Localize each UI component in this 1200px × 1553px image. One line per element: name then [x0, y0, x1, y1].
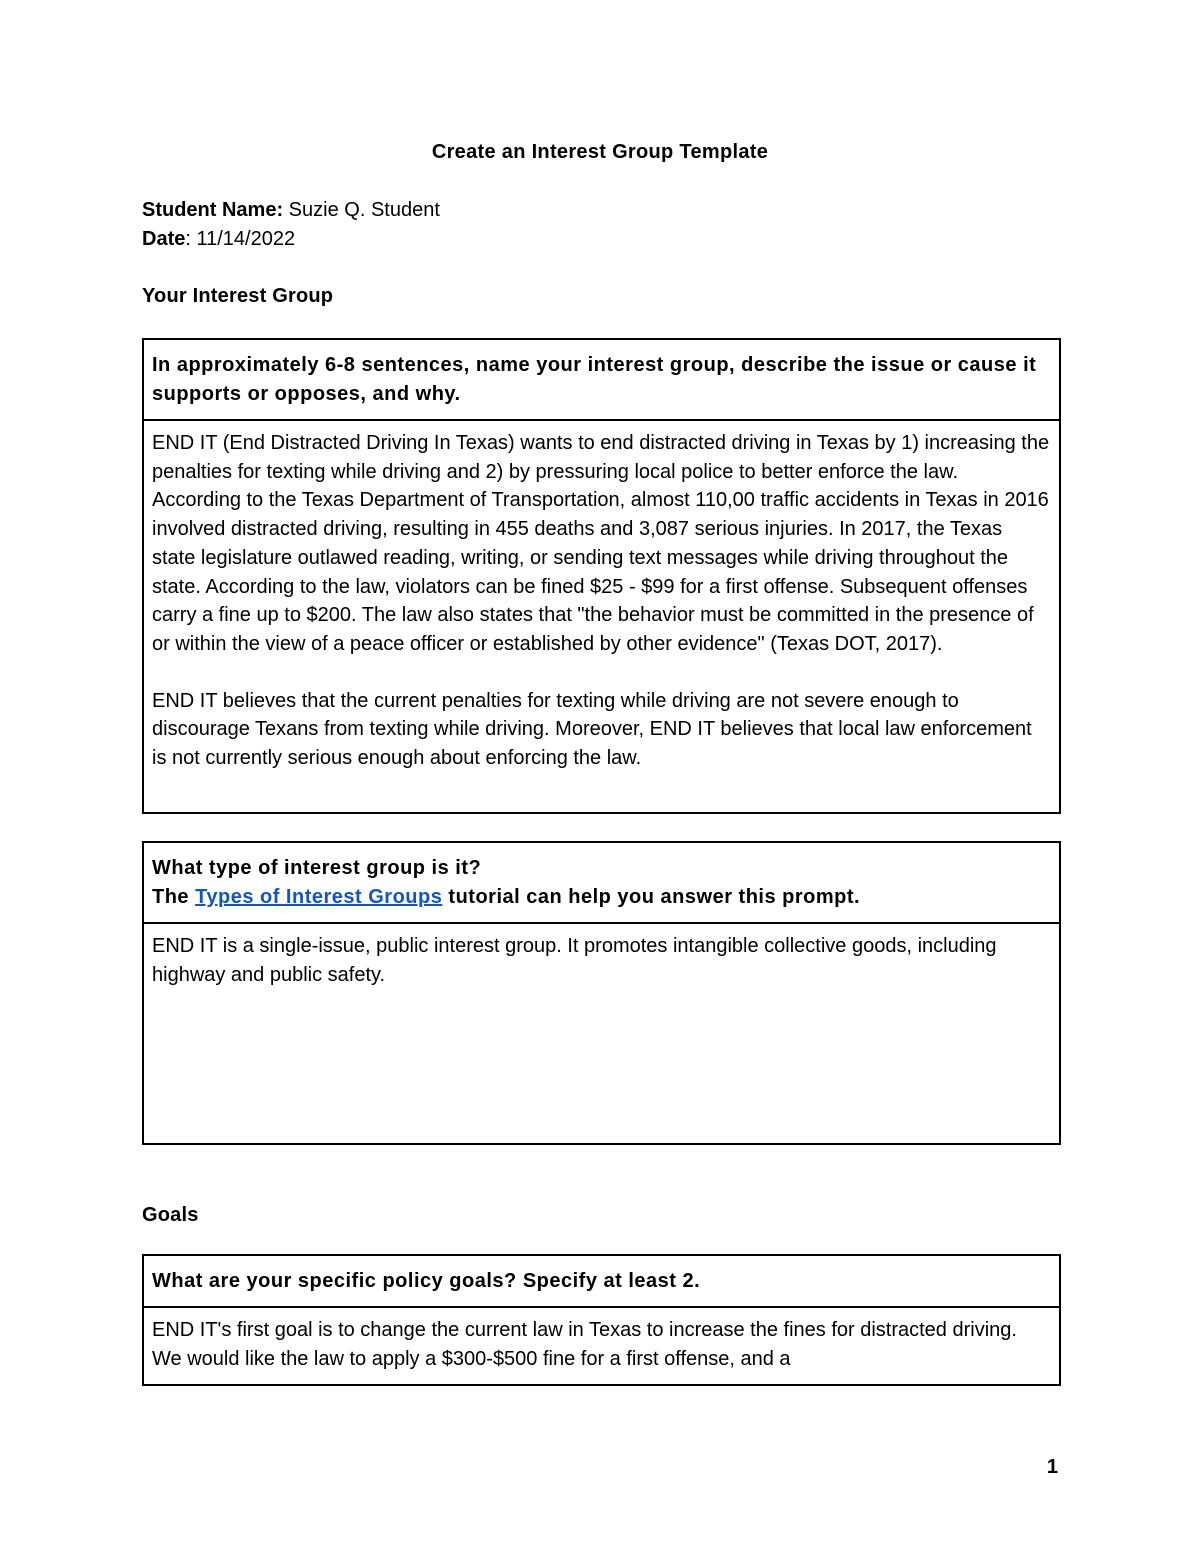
date-label: Date — [142, 228, 186, 250]
answer-paragraph-1: END IT (End Distracted Driving In Texas) wants to end distracted driving in Texas by 1) increasing the penalties for texting while driving and 2) by pressuring local police to better enforce the law. According to the Texas Department of Transportation, almost 110,00 traffic accidents in Texas in 2016 involved distracted driving, resulting in 455 deaths and 3,087 serious injuries. In 2017, the Texas state legislature outlawed reading, writing, or sending text messages while driving throughout the state. According to the law, violators can be fined $25 - $99 for a first offense. Subsequent offenses carry a fine up to $200. The law also states that "the behavior must be committed in the presence of or within the view of a peace officer or established by other evidence" (Texas DOT, 2017). — [152, 432, 1050, 655]
policy-goals-box — [142, 1254, 1061, 1386]
date-line — [142, 228, 295, 251]
document-title: Create an Interest Group Template — [431, 141, 769, 163]
page-number: 1 — [1046, 1456, 1058, 1478]
type-prompt-line-1: What type of interest group is it? — [152, 857, 482, 879]
interest-group-heading: Your Interest Group — [142, 285, 334, 307]
type-prompt-prefix: The — [152, 886, 196, 908]
interest-group-prompt: In approximately 6-8 sentences, name your interest group, describe the issue or cause it supports or opposes, and why. — [144, 340, 1059, 421]
goals-heading: Goals — [142, 1204, 199, 1226]
interest-group-type-prompt — [144, 843, 1059, 924]
student-name-value: Suzie Q. Student — [283, 199, 440, 221]
student-name-line — [142, 199, 440, 222]
policy-goals-prompt: What are your specific policy goals? Specify at least 2. — [144, 1256, 1059, 1308]
types-of-interest-groups-link[interactable]: Types of Interest Groups — [195, 886, 443, 908]
answer-paragraph-2: END IT believes that the current penalties for texting while driving are not severe enough to discourage Texans from texting while driving. Moreover, END IT believes that local law enforcement is not currently serious enough about enforcing the law. — [152, 689, 1032, 770]
date-value: : 11/14/2022 — [185, 228, 296, 250]
type-prompt-suffix: tutorial can help you answer this prompt. — [442, 886, 861, 908]
goals-answer-text: END IT's first goal is to change the current law in Texas to increase the fines for distracted driving. We would like the law to apply a $300-$500 fine for a first offense, and a — [152, 1319, 1017, 1370]
interest-group-description-box — [142, 338, 1061, 814]
interest-group-answer — [144, 421, 1059, 781]
type-prompt-line-2 — [152, 883, 1051, 912]
interest-group-type-answer — [144, 924, 1059, 997]
type-answer-text: END IT is a single-issue, public interest group. It promotes intangible collective goods, including highway and public safety. — [152, 935, 997, 986]
student-name-label: Student Name: — [142, 199, 284, 221]
interest-group-type-box — [142, 841, 1061, 1145]
policy-goals-answer — [144, 1308, 1059, 1381]
